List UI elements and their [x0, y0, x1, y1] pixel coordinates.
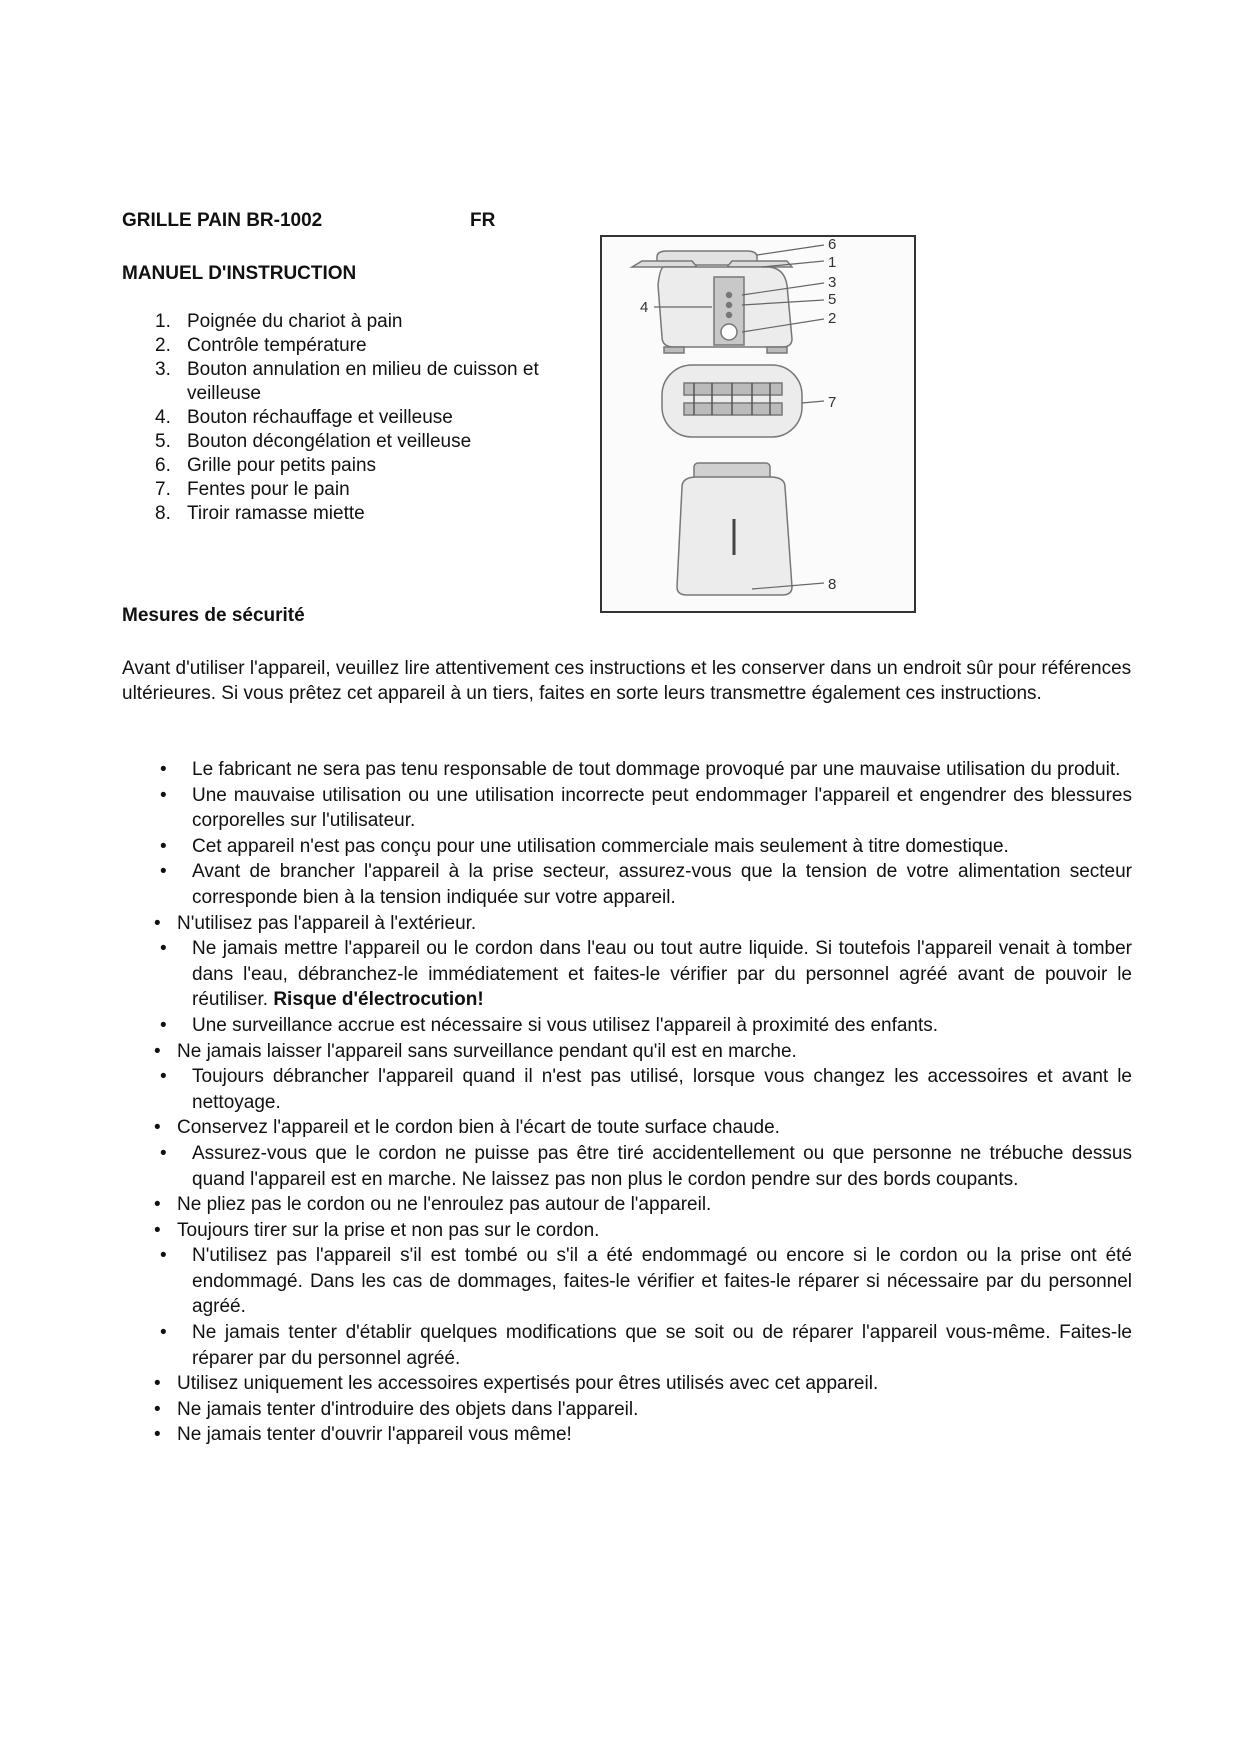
parts-list-item: 3. Bouton annulation en milieu de cuisson et veilleuse [155, 359, 539, 404]
safety-list-item: • Assurez-vous que le cordon ne puisse pas être tiré accidentellement ou que personne ne trébuche dessus quand l'appareil est en marche. Ne laissez pas non plus le cordon pendre sur des bords coupants. [160, 1142, 1132, 1190]
safety-list-item: • Conservez l'appareil et le cordon bien à l'écart de toute surface chaude. [154, 1117, 780, 1139]
toaster-diagram [600, 235, 916, 613]
electrocution-warning: Risque d'électrocution! [273, 989, 484, 1011]
safety-list-item: • N'utilisez pas l'appareil s'il est tombé ou s'il a été endommagé ou encore si le cordon ou la prise ont été endommagé. Dans les cas de dommages, faites-le vérifier et faites-le réparer si nécessaire par du personnel agréé. [160, 1245, 1132, 1318]
safety-list-item: • Avant de brancher l'appareil à la prise secteur, assurez-vous que la tension de votre alimentation secteur corresponde bien à la tension indiquée sur votre appareil. [160, 861, 1132, 908]
safety-list-item: • N'utilisez pas l'appareil à l'extérieur. [154, 912, 477, 934]
safety-list-item: • Le fabricant ne sera pas tenu responsable de tout dommage provoqué par une mauvaise utilisation du produit. [160, 759, 1121, 780]
diagram-label: 6 [828, 237, 837, 253]
safety-list-item: • Cet appareil n'est pas conçu pour une utilisation commerciale mais seulement à titre domestique. [160, 835, 1009, 857]
safety-list-item: • Utilisez uniquement les accessoires expertisés pour êtres utilisés avec cet appareil. [154, 1373, 879, 1395]
safety-list-item: • Ne jamais tenter d'ouvrir l'appareil vous même! [154, 1424, 572, 1446]
safety-heading: Mesures de sécurité [122, 605, 305, 626]
safety-list-item: • Ne jamais laisser l'appareil sans surveillance pendant qu'il est en marche. [154, 1040, 797, 1062]
diagram-label: 8 [828, 576, 837, 593]
parts-list-item: 8. Tiroir ramasse miette [155, 503, 365, 524]
diagram-label: 7 [828, 394, 837, 411]
toaster-top-view [662, 365, 802, 437]
safety-list-item: • Ne jamais mettre l'appareil ou le cordon dans l'eau ou tout autre liquide. Si toutefois l'appareil venait à tomber dans l'eau, débranchez-le immédiatement et faites-le vérifier par du personnel agréé avant de pouvoir le réutiliser. Risque d'électrocution! [160, 938, 1132, 1011]
manual-subtitle: MANUEL D'INSTRUCTION [122, 263, 357, 284]
diagram-label: 4 [640, 299, 649, 316]
parts-list-item: 2. Contrôle température [155, 335, 367, 356]
document-title: GRILLE PAIN BR-1002 [122, 210, 323, 231]
safety-list-item: • Une surveillance accrue est nécessaire si vous utilisez l'appareil à proximité des enfants. [160, 1014, 939, 1036]
diagram-label: 5 [828, 291, 837, 308]
diagram-label: 1 [828, 254, 837, 271]
toaster-back-view [677, 463, 792, 595]
safety-list-item: • Ne pliez pas le cordon ou ne l'enroulez pas autour de l'appareil. [154, 1194, 712, 1216]
safety-list [150, 757, 1132, 1448]
safety-list-item: • Toujours débrancher l'appareil quand il n'est pas utilisé, lorsque vous changez les accessoires et avant le nettoyage. [160, 1066, 1132, 1113]
diagram-label: 2 [828, 310, 837, 327]
safety-list-item: • Ne jamais tenter d'introduire des objets dans l'appareil. [154, 1398, 639, 1420]
safety-list-item: • Ne jamais tenter d'établir quelques modifications que se soit ou de réparer l'appareil vous-même. Faites-le réparer par du personnel agréé. [160, 1322, 1132, 1369]
safety-list-item: • Une mauvaise utilisation ou une utilisation incorrecte peut endommager l'appareil et engendrer des blessures corporelles sur l'utilisateur. [160, 784, 1132, 832]
safety-list-item: • Toujours tirer sur la prise et non pas sur le cordon. [154, 1219, 600, 1241]
parts-list-item: 1. Poignée du chariot à pain [155, 311, 403, 332]
parts-list [155, 310, 575, 526]
parts-list-item: 6. Grille pour petits pains [155, 455, 377, 476]
safety-intro: Avant d'utiliser l'appareil, veuillez lire attentivement ces instructions et les conserver dans un endroit sûr pour références ultérieures. Si vous prêtez cet appareil à un tiers, faites en sorte leurs transmettre également ces instructions. [122, 658, 1132, 704]
language-code: FR [470, 210, 496, 231]
parts-list-item: 7. Fentes pour le pain [155, 479, 350, 500]
toaster-diagram-drawing [602, 237, 914, 611]
parts-list-item: 4. Bouton réchauffage et veilleuse [155, 407, 453, 428]
diagram-label: 3 [828, 274, 837, 291]
parts-list-item: 5. Bouton décongélation et veilleuse [155, 431, 472, 452]
